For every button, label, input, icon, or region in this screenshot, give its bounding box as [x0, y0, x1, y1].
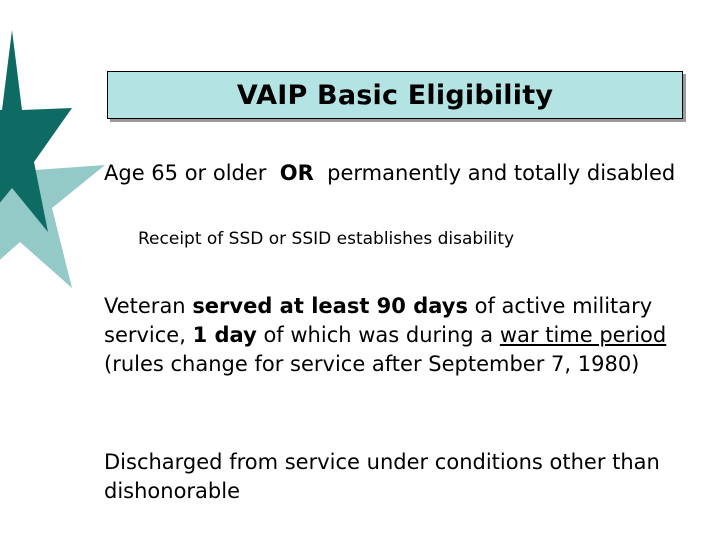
bullet-veteran — [104, 292, 694, 379]
veteran-text-2: of active military service, — [104, 294, 653, 347]
age-text-1: Age 65 or older — [104, 161, 267, 185]
sub-bullet-disability: Receipt of SSD or SSID establishes disability — [138, 229, 515, 249]
decorative-stars-icon — [0, 0, 110, 320]
bullet-age — [104, 159, 694, 188]
or-keyword: OR — [279, 161, 314, 185]
slide-title: VAIP Basic Eligibility — [236, 79, 554, 111]
title-box — [107, 71, 683, 119]
veteran-bold-90-days: served at least 90 days — [192, 294, 468, 318]
veteran-text-4: (rules change for service after September 7, 1980) — [104, 352, 640, 376]
veteran-bold-1-day: 1 day — [192, 323, 257, 347]
age-text-2: permanently and totally disabled — [327, 161, 676, 185]
war-time-period-text: war time period — [499, 323, 667, 347]
veteran-text-3: of which was during a — [263, 323, 494, 347]
veteran-text-1: Veteran — [104, 294, 186, 318]
bullet-discharge: Discharged from service under conditions other than dishonorable — [104, 450, 660, 503]
